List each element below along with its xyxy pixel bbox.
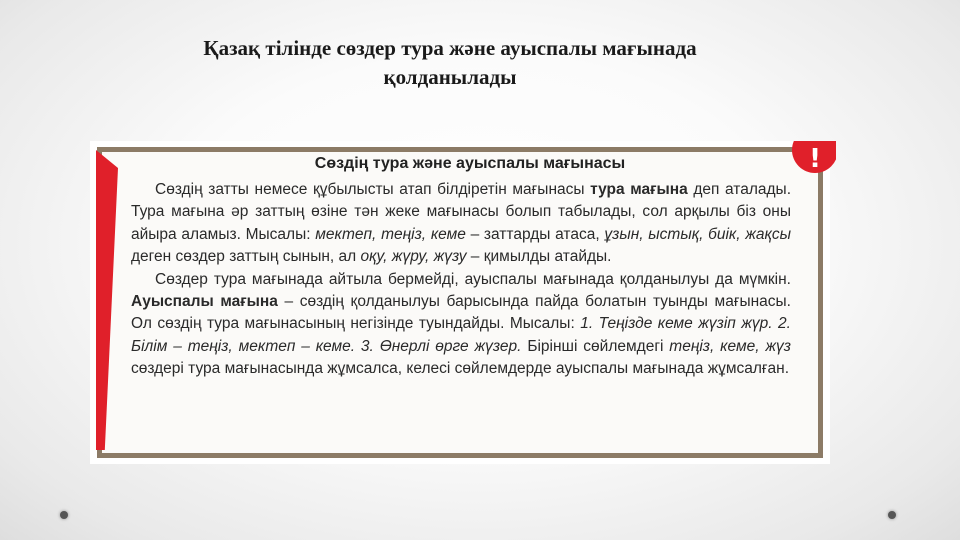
p2-example-words: теңіз, кеме, жүз bbox=[669, 337, 791, 355]
p2-term-figurative-meaning: Ауыспалы мағына bbox=[131, 293, 278, 311]
p1-text-2: деп аталады. Тура мағына әр заттың өзіне тән жеке мағынасы болып табылады, сол арқылы біз оны айыра аламыз. Мысалы: bbox=[131, 181, 791, 243]
paragraph-figurative-meaning bbox=[131, 269, 791, 381]
p1-text-1: Сөздің затты немесе құбылысты атап білдіретін мағынасы bbox=[155, 181, 591, 198]
p2-example-sentences: 1. Теңізде кеме жүзіп жүр. 2. Білім – теңіз, мектеп – кеме. 3. Өнерлі өрге жүзер. bbox=[131, 315, 791, 355]
p2-text-3: Бірінші сөйлемдегі bbox=[521, 337, 670, 355]
p1-text-4: деген сөздер заттың сынын, ал bbox=[131, 248, 361, 266]
textbook-panel bbox=[90, 141, 830, 464]
p1-example-verbs: оқу, жүру, жүзу bbox=[360, 248, 467, 266]
p2-text-2: – сөздің қолданылуы барысында пайда болатын туынды мағынасы. Ол сөздің тура мағынасының негізінде туындайды. Мысалы: bbox=[131, 293, 791, 333]
paragraph-direct-meaning bbox=[131, 179, 791, 269]
slide-title bbox=[130, 34, 770, 92]
slide-title-line-1: Қазақ тілінде сөздер тура және ауыспалы мағынада bbox=[203, 36, 697, 60]
decorative-dot-left bbox=[60, 511, 68, 519]
p1-example-adjectives: ұзын, ыстық, биік, жақсы bbox=[604, 225, 791, 243]
p1-term-direct-meaning: тура мағына bbox=[590, 181, 688, 198]
slide-title-line-2: қолданылады bbox=[383, 65, 517, 89]
exclamation-glyph: ! bbox=[792, 141, 836, 173]
p2-text-1: Сөздер тура мағынада айтыла бермейді, ауыспалы мағынада қолданылуы да мүмкін. bbox=[155, 270, 791, 288]
panel-body bbox=[131, 179, 791, 381]
panel-heading: Сөздің тура және ауыспалы мағынасы bbox=[314, 155, 626, 172]
p1-example-nouns: мектеп, теңіз, кеме bbox=[315, 225, 466, 243]
p1-text-3: – заттарды атаса, bbox=[465, 225, 605, 243]
p2-text-4: сөздері тура мағынасында жұмсалса, келесі сөйлемдерде ауыспалы мағынада жұмсалған. bbox=[131, 360, 790, 378]
p1-text-5: – қимылды атайды. bbox=[466, 248, 612, 266]
decorative-dot-right bbox=[888, 511, 896, 519]
